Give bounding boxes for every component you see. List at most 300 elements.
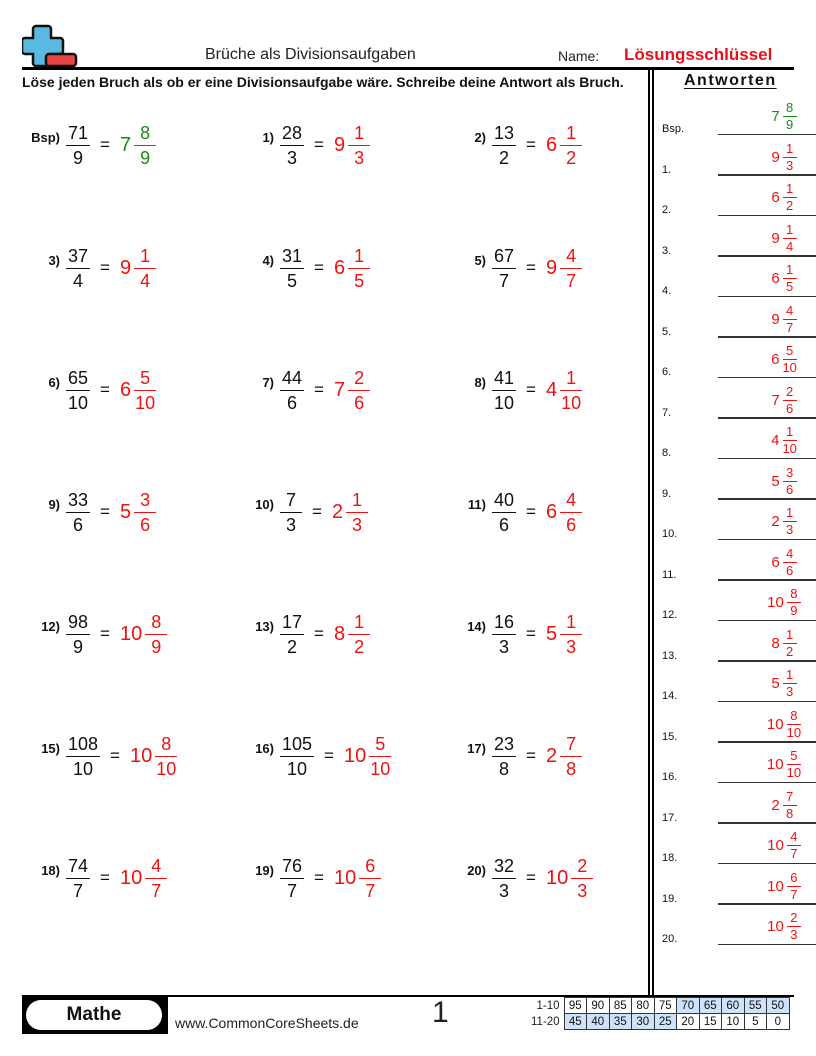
- denominator: 4: [73, 270, 84, 291]
- problem-fraction: [492, 368, 516, 413]
- equals-sign: =: [526, 868, 536, 887]
- numerator: 7: [280, 490, 302, 513]
- answer-numerator: 1: [348, 612, 370, 635]
- problem-fraction: [492, 123, 516, 168]
- answer-whole: 9: [333, 133, 346, 156]
- answer-key-row: [658, 905, 798, 945]
- answer-fraction: [560, 490, 582, 535]
- answer-numerator: 8: [787, 709, 801, 725]
- problem-number: 3): [48, 253, 60, 268]
- numerator: 16: [492, 612, 516, 635]
- problem-number: 8): [474, 375, 486, 390]
- answer-key-label: 3.: [662, 244, 672, 257]
- answer-fraction: [359, 856, 381, 901]
- answer-numerator: 1: [348, 123, 370, 146]
- answer-denominator: 9: [786, 117, 794, 132]
- answer-fraction: [782, 425, 796, 456]
- answer-numerator: 4: [560, 246, 582, 269]
- answer-numerator: 1: [783, 668, 797, 684]
- answer-fraction: [783, 101, 797, 132]
- answer-numerator: 1: [783, 223, 797, 239]
- answer-whole: 10: [333, 866, 357, 889]
- denominator: 5: [287, 270, 298, 291]
- answer-denominator: 10: [782, 360, 797, 375]
- answer-numerator: 7: [783, 790, 797, 806]
- answer-mixed-number: [332, 490, 368, 535]
- answer-key-label: 6.: [662, 366, 672, 378]
- problem-item: [467, 609, 582, 659]
- answer-key-value: [718, 182, 816, 213]
- answer-key-value: [718, 911, 816, 942]
- problem-number: 13): [255, 619, 274, 634]
- answer-denominator: 6: [786, 481, 794, 497]
- page-number: 1: [432, 996, 449, 1029]
- answer-numerator: 5: [787, 749, 801, 765]
- answer-numerator: 8: [145, 612, 167, 635]
- equals-sign: =: [526, 380, 536, 399]
- problem-fraction: [66, 123, 90, 168]
- answer-denominator: 3: [786, 684, 794, 699]
- answer-key-row: [658, 257, 792, 297]
- answer-key-value: [718, 506, 816, 537]
- answer-denominator: 10: [370, 758, 391, 779]
- score-cell: 20: [677, 1014, 700, 1030]
- score-cell: 10: [722, 1014, 745, 1030]
- answer-key-row: [658, 541, 792, 581]
- answer-denominator: 10: [156, 758, 177, 779]
- answer-key-label: 8.: [662, 447, 672, 459]
- answer-whole: 8: [771, 634, 780, 652]
- score-cell: 15: [699, 1014, 722, 1030]
- denominator: 7: [73, 880, 84, 901]
- problem-number: 20): [467, 863, 486, 878]
- instructions: Löse jeden Bruch als ob er eine Divisionsaufgabe wäre. Schreibe deine Antwort als Bruch.: [22, 74, 624, 90]
- answer-fraction: [783, 466, 797, 497]
- answer-fraction: [560, 612, 582, 657]
- score-row-label: 11-20: [531, 1015, 560, 1028]
- answer-denominator: 2: [786, 643, 794, 659]
- denominator: 6: [287, 392, 298, 413]
- answer-denominator: 3: [786, 522, 794, 537]
- answer-numerator: 4: [560, 490, 582, 513]
- problem-item: [262, 243, 370, 293]
- problem-item: [48, 365, 156, 415]
- answer-whole: 10: [545, 866, 569, 889]
- answer-fraction: [783, 385, 797, 416]
- answer-denominator: 3: [790, 927, 798, 942]
- answer-whole: 10: [766, 756, 784, 773]
- problem-fraction: [280, 368, 304, 413]
- answer-whole: 10: [119, 866, 143, 889]
- answer-whole: 5: [771, 675, 780, 692]
- column-divider: [648, 67, 650, 995]
- answer-key-row: [658, 379, 792, 419]
- equals-sign: =: [526, 746, 536, 765]
- equals-sign: =: [314, 624, 324, 643]
- answer-numerator: 1: [783, 425, 797, 441]
- answer-fraction: [787, 830, 801, 861]
- answer-fraction: [560, 368, 582, 413]
- answer-denominator: 4: [786, 238, 794, 254]
- answer-key-label: Bsp.: [662, 123, 685, 135]
- answer-denominator: 8: [566, 758, 577, 779]
- denominator: 2: [287, 636, 298, 657]
- score-cell: 60: [722, 998, 745, 1014]
- answer-key-value: [718, 466, 816, 497]
- worksheet-title: Brüche als Divisionsaufgaben: [205, 46, 416, 63]
- denominator: 3: [499, 880, 510, 901]
- brand-label: Mathe: [26, 1000, 162, 1030]
- answer-whole: 7: [333, 378, 346, 401]
- problem-fraction: [280, 246, 304, 291]
- answer-numerator: 8: [783, 101, 797, 117]
- answer-fraction: [134, 123, 156, 168]
- problem-item: [41, 731, 177, 781]
- answer-fraction: [783, 628, 797, 659]
- answer-whole: 10: [766, 715, 784, 733]
- equals-sign: =: [314, 868, 324, 887]
- problem-number: 1): [262, 130, 274, 145]
- answer-key-row: [658, 581, 798, 621]
- answer-numerator: 6: [787, 871, 801, 887]
- answer-numerator: 1: [783, 628, 797, 644]
- answer-numerator: 6: [359, 856, 381, 879]
- answer-denominator: 7: [786, 319, 794, 335]
- answer-fraction: [787, 587, 801, 618]
- answer-denominator: 6: [786, 562, 794, 578]
- answer-key-value: [718, 709, 816, 740]
- answer-fraction: [787, 709, 801, 740]
- numerator: 71: [66, 123, 90, 146]
- answer-key-value: [718, 304, 816, 335]
- answer-whole: 10: [767, 594, 784, 611]
- score-cell: 85: [609, 998, 632, 1014]
- equals-sign: =: [100, 380, 110, 399]
- numerator: 37: [66, 246, 90, 269]
- answer-numerator: 2: [787, 911, 801, 927]
- problem-item: [41, 609, 167, 659]
- answer-key-label: 12.: [662, 609, 678, 621]
- denominator: 3: [287, 147, 298, 168]
- numerator: 67: [492, 246, 516, 269]
- answer-key-value: [718, 587, 816, 618]
- answer-key-label: 4.: [662, 285, 672, 297]
- answer-fraction: [783, 263, 797, 294]
- answer-numerator: 5: [783, 344, 797, 360]
- answer-key-row: [658, 662, 792, 702]
- answer-key-label: 9.: [662, 487, 672, 500]
- answer-key-label: 11.: [662, 568, 677, 581]
- answer-key-value: [718, 142, 816, 173]
- problem-number: 7): [262, 375, 274, 390]
- score-cell: 70: [677, 998, 700, 1014]
- denominator: 3: [499, 636, 510, 657]
- answer-numerator: 1: [783, 182, 797, 198]
- answer-key-label: 7.: [662, 406, 672, 419]
- answer-denominator: 3: [352, 514, 363, 535]
- score-cell: 25: [654, 1014, 677, 1030]
- answer-whole: 6: [333, 256, 346, 279]
- answer-numerator: 8: [155, 734, 177, 757]
- answer-fraction: [348, 123, 370, 168]
- answer-denominator: 2: [566, 147, 577, 168]
- answer-fraction: [134, 246, 156, 291]
- answer-whole: 9: [771, 229, 780, 247]
- answer-numerator: 1: [783, 142, 797, 158]
- answer-numerator: 1: [348, 246, 370, 269]
- denominator: 6: [73, 514, 84, 535]
- denominator: 10: [287, 758, 308, 779]
- answer-denominator: 9: [140, 147, 151, 168]
- answer-whole: 6: [545, 500, 558, 523]
- problem-number: 17): [467, 741, 486, 756]
- answer-whole: 6: [771, 553, 780, 571]
- problem-fraction: [492, 490, 516, 535]
- score-cell: 55: [744, 998, 767, 1014]
- numerator: 32: [492, 856, 516, 879]
- equals-sign: =: [526, 502, 536, 521]
- answer-whole: 9: [119, 256, 132, 279]
- numerator: 28: [280, 123, 304, 146]
- answer-fraction: [560, 246, 582, 291]
- answer-key-row: [658, 500, 792, 540]
- answer-key-row: [658, 865, 798, 905]
- score-cell: 50: [767, 998, 790, 1014]
- problem-item: [467, 853, 593, 903]
- numerator: 13: [492, 123, 516, 146]
- score-cell: 80: [632, 998, 655, 1014]
- answer-key-value: [718, 385, 816, 416]
- answer-fraction: [560, 734, 582, 779]
- answer-key-row: [658, 217, 792, 257]
- answer-whole: 4: [545, 378, 558, 401]
- problem-item: [262, 120, 370, 170]
- problem-item: [48, 487, 156, 537]
- answer-key-row: [658, 703, 802, 743]
- problem-number: 18): [41, 863, 60, 878]
- numerator: 74: [66, 856, 90, 879]
- answer-denominator: 3: [354, 147, 365, 168]
- answer-mixed-number: [120, 490, 156, 535]
- answer-key-title: Antworten: [684, 72, 777, 89]
- answer-key-value: [718, 790, 816, 821]
- answer-fraction: [783, 304, 797, 335]
- answer-mixed-number: [120, 123, 156, 168]
- answer-fraction: [145, 856, 167, 901]
- answer-key-row: [658, 338, 797, 378]
- equals-sign: =: [100, 502, 110, 521]
- problem-number: 9): [48, 497, 60, 512]
- answer-denominator: 6: [140, 514, 151, 535]
- problem-number: 19): [255, 863, 274, 878]
- answer-key-row: [658, 824, 798, 864]
- answer-fraction: [369, 734, 391, 779]
- answer-numerator: 1: [346, 490, 368, 513]
- answer-mixed-number: [546, 734, 582, 779]
- answer-key-value: [718, 668, 816, 699]
- answer-denominator: 7: [566, 270, 577, 291]
- answer-key-label: 10.: [662, 528, 678, 540]
- answer-whole: 2: [545, 744, 558, 767]
- answer-whole: 8: [333, 622, 346, 645]
- answer-key-row: [658, 298, 792, 338]
- answer-whole: 6: [771, 351, 780, 368]
- answer-key-row: [658, 419, 797, 459]
- answer-numerator: 8: [787, 587, 801, 603]
- problem-fraction: [492, 734, 516, 779]
- answer-key-value: [718, 425, 816, 456]
- problem-fraction: [492, 856, 516, 901]
- answer-key-value: [718, 263, 816, 294]
- score-row: [528, 1014, 789, 1030]
- denominator: 2: [499, 147, 510, 168]
- answer-whole: 10: [129, 744, 153, 767]
- answer-fraction: [571, 856, 593, 901]
- answer-whole: 2: [771, 796, 780, 814]
- answer-key-value: [718, 344, 816, 375]
- denominator: 9: [73, 636, 84, 657]
- numerator: 31: [280, 246, 304, 269]
- equals-sign: =: [100, 624, 110, 643]
- numerator: 98: [66, 612, 90, 635]
- problem-item: [31, 120, 156, 170]
- answer-numerator: 8: [134, 123, 156, 146]
- logo-plus-minus-icon: [22, 24, 78, 68]
- answer-denominator: 2: [786, 198, 794, 213]
- answer-numerator: 2: [783, 385, 797, 401]
- answer-whole: 6: [771, 270, 780, 287]
- answer-denominator: 10: [786, 724, 802, 740]
- answer-key-row: [658, 743, 802, 783]
- problem-number: 4): [262, 253, 274, 268]
- answer-fraction: [783, 182, 797, 213]
- answer-line: [718, 944, 816, 946]
- answer-denominator: 4: [140, 270, 151, 291]
- column-divider: [652, 67, 654, 995]
- answer-whole: 5: [119, 500, 132, 523]
- answer-key-value: [718, 628, 816, 659]
- answer-key-value: [718, 223, 816, 254]
- equals-sign: =: [100, 868, 110, 887]
- header-rule: [22, 67, 794, 70]
- site-url: www.CommonCoreSheets.de: [175, 1015, 359, 1031]
- answer-numerator: 1: [134, 246, 156, 269]
- numerator: 41: [492, 368, 516, 391]
- problem-item: [255, 609, 370, 659]
- answer-whole: 9: [771, 310, 780, 328]
- score-cell: 45: [564, 1014, 587, 1030]
- denominator: 7: [499, 270, 510, 291]
- answer-key-value: [718, 547, 816, 578]
- answer-numerator: 4: [787, 830, 801, 846]
- numerator: 44: [280, 368, 304, 391]
- answer-numerator: 3: [783, 466, 797, 482]
- problem-number: 2): [474, 130, 486, 145]
- answer-mixed-number: [546, 123, 582, 168]
- answer-key-label: 17.: [662, 811, 678, 824]
- problem-item: [255, 731, 391, 781]
- problem-fraction: [280, 734, 314, 779]
- answer-mixed-number: [546, 856, 593, 901]
- score-table: [528, 997, 790, 1030]
- answer-numerator: 1: [560, 612, 582, 635]
- problem-number: 12): [41, 619, 60, 634]
- answer-denominator: 2: [354, 636, 365, 657]
- answer-whole: 10: [767, 837, 784, 854]
- answer-numerator: 2: [571, 856, 593, 879]
- answer-fraction: [783, 142, 797, 173]
- answer-mixed-number: [120, 612, 167, 657]
- answer-mixed-number: [546, 490, 582, 535]
- equals-sign: =: [110, 746, 120, 765]
- answer-whole: 7: [771, 108, 780, 125]
- answer-numerator: 3: [134, 490, 156, 513]
- answer-mixed-number: [120, 368, 156, 413]
- answer-numerator: 1: [783, 263, 797, 279]
- answer-fraction: [134, 368, 156, 413]
- answer-denominator: 6: [786, 400, 794, 416]
- answer-denominator: 7: [790, 886, 798, 902]
- answer-whole: 10: [767, 877, 784, 895]
- answer-mixed-number: [334, 612, 370, 657]
- answer-key-row: [658, 176, 792, 216]
- answer-whole: 9: [545, 256, 558, 279]
- answer-key-value: [718, 749, 816, 780]
- problem-number: 6): [48, 375, 60, 390]
- answer-denominator: 9: [790, 603, 798, 618]
- answer-numerator: 1: [560, 123, 582, 146]
- answer-fraction: [787, 871, 801, 902]
- answer-mixed-number: [546, 246, 582, 291]
- equals-sign: =: [100, 258, 110, 277]
- answer-whole: 2: [771, 513, 780, 530]
- problem-fraction: [66, 246, 90, 291]
- answer-fraction: [783, 223, 797, 254]
- problem-number: 14): [467, 619, 486, 634]
- denominator: 8: [499, 758, 510, 779]
- score-cell: 90: [587, 998, 610, 1014]
- answer-key-row: [658, 136, 792, 176]
- answer-mixed-number: [546, 368, 582, 413]
- denominator: 10: [494, 392, 515, 413]
- denominator: 6: [499, 514, 510, 535]
- answer-whole: 9: [771, 148, 780, 166]
- answer-denominator: 3: [566, 636, 577, 657]
- score-cell: 30: [632, 1014, 655, 1030]
- problem-fraction: [492, 246, 516, 291]
- problem-fraction: [280, 612, 304, 657]
- score-cell: 75: [654, 998, 677, 1014]
- answer-key-label: 18.: [662, 852, 678, 864]
- answer-whole: 10: [767, 918, 784, 935]
- answer-fraction: [348, 246, 370, 291]
- answer-denominator: 6: [354, 392, 365, 413]
- answer-numerator: 2: [348, 368, 370, 391]
- equals-sign: =: [314, 258, 324, 277]
- answer-fraction: [145, 612, 167, 657]
- score-cell: 0: [767, 1014, 790, 1030]
- answer-mixed-number: [334, 368, 370, 413]
- answer-whole: 2: [331, 500, 344, 523]
- answer-denominator: 6: [566, 514, 577, 535]
- problem-fraction: [66, 368, 90, 413]
- problem-number: 11): [467, 497, 486, 512]
- answer-denominator: 10: [135, 392, 156, 413]
- answer-key-label: 19.: [662, 892, 678, 905]
- answer-denominator: 7: [365, 880, 376, 901]
- problem-number: Bsp): [31, 130, 60, 145]
- problem-fraction: [66, 734, 100, 779]
